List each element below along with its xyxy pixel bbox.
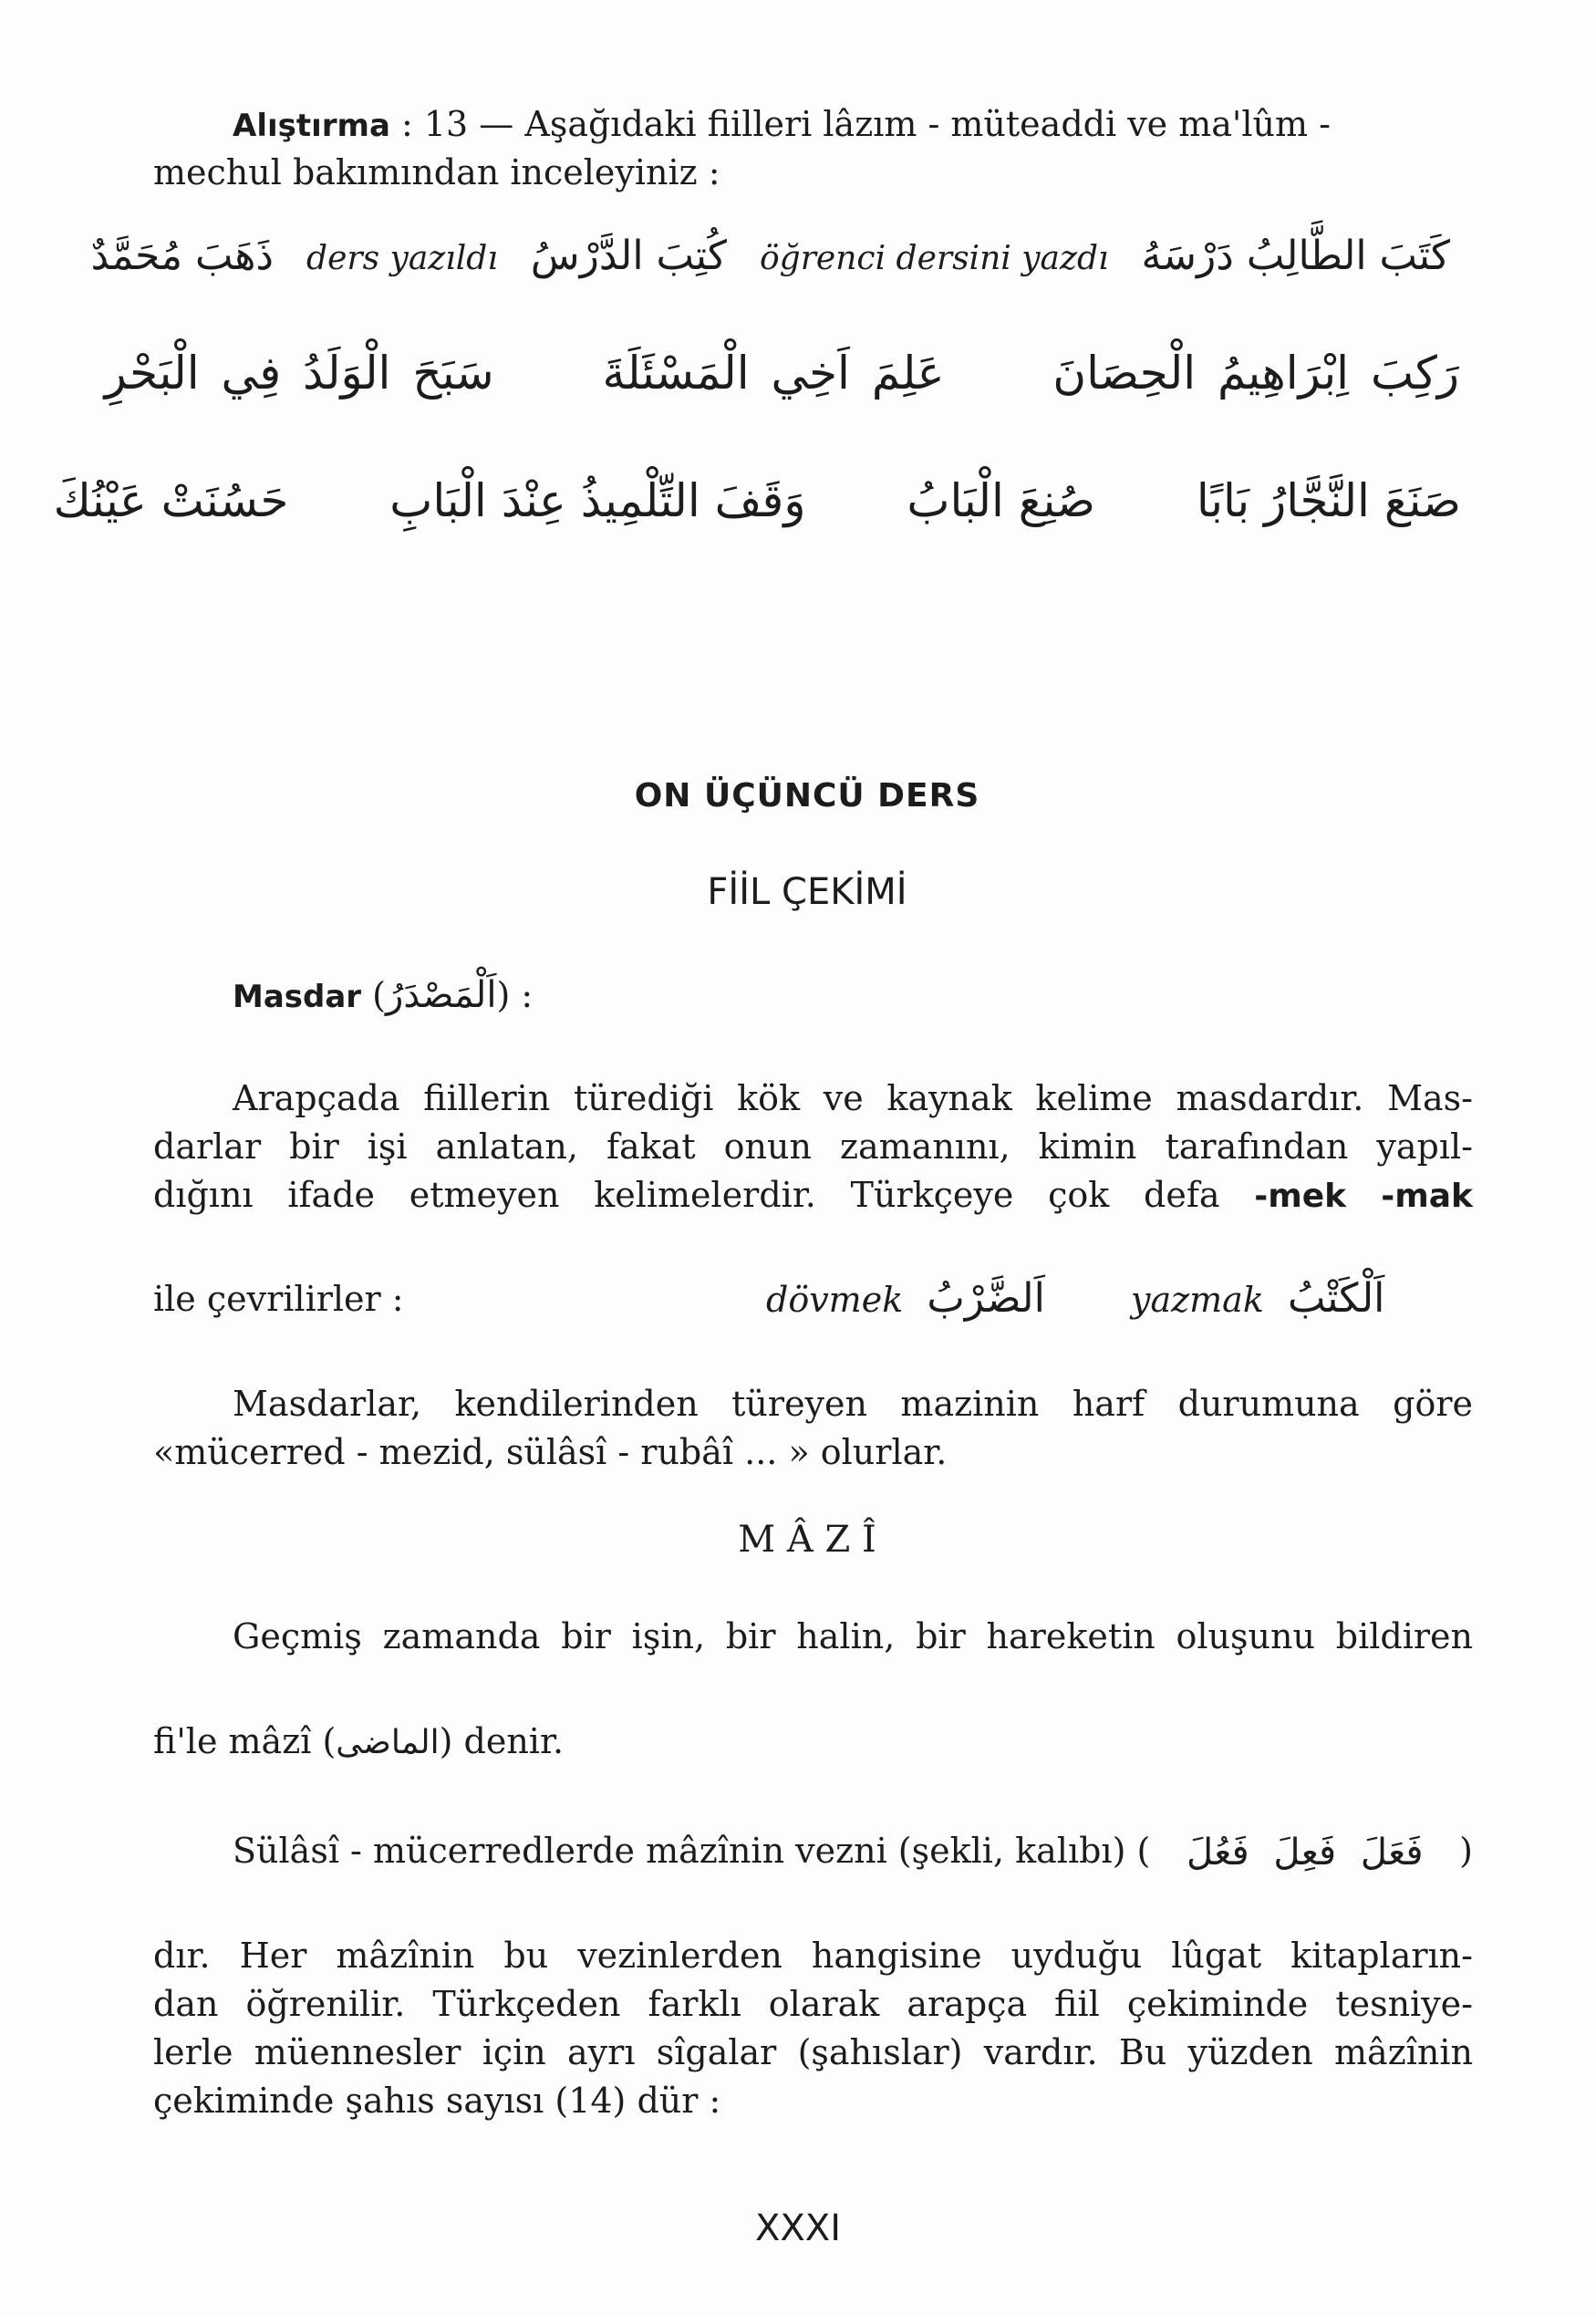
example-sentence-ar: عَلِمَ اَخِي الْمَسْئَلَةَ	[602, 347, 945, 400]
paragraph-line: Arapçada fiillerin türediği kök ve kaynak kelime masdardır. Mas-	[233, 1078, 1473, 1118]
paragraph-text: )	[1459, 1831, 1473, 1871]
paragraph-line	[153, 1173, 1473, 1219]
example-sentence-ar: وَقَفَ التِّلْمِيذُ عِنْدَ الْبَابِ	[389, 474, 806, 527]
paragraph-line: çekiminde şahıs sayısı (14) dür :	[153, 2081, 721, 2121]
masdar-colon: :	[510, 975, 534, 1015]
page-number: XXXI	[754, 2207, 841, 2249]
example-word-tr: yazmak	[1131, 1280, 1264, 1320]
example-row-3	[54, 474, 1461, 527]
paragraph-line: darlar bir işi anlatan, fakat onun zamanını, kimin tarafından yapıl-	[153, 1126, 1473, 1167]
example-sentence-ar: ذَهَبَ مُحَمَّدٌ	[90, 233, 275, 279]
example-sentence-ar: رَكِبَ اِبْرَاهِيمُ الْحِصَانَ	[1052, 347, 1459, 400]
paragraph-line: «mücerred - mezid, sülâsî - rubâî ... » olurlar.	[153, 1432, 948, 1472]
example-sentence-ar: حَسُنَتْ عَيْنُكَ	[53, 474, 289, 527]
mazi-arabic: الماضى	[336, 1724, 440, 1761]
paragraph-text: dığını ifade etmeyen kelimelerdir. Türkçeye çok defa	[153, 1175, 1255, 1215]
exercise-label: Alıştırma	[233, 108, 390, 144]
example-sentence-ar: كَتَبَ الطَّالِبُ دَرْسَهُ	[1141, 233, 1450, 279]
suffix-bold: -mek -mak	[1254, 1178, 1473, 1215]
example-row-1	[91, 233, 1450, 279]
example-row-2	[0, 347, 1459, 400]
paragraph-text: ) denir.	[439, 1721, 565, 1761]
masdar-label: Masdar	[233, 979, 362, 1015]
paragraph-line	[153, 1719, 564, 1765]
cevrilir-label: ile çevrilirler :	[153, 1279, 404, 1319]
paragraph-line: Masdarlar, kendilerinden türeyen mazinin harf durumuna göre	[233, 1384, 1473, 1424]
lesson-title: ON ÜÇÜNCÜ DERS	[634, 777, 980, 815]
exercise-line-2: mechul bakımından inceleyiniz :	[153, 152, 720, 192]
mazi-title: M Â Z Î	[738, 1519, 876, 1561]
section-title: FİİL ÇEKİMİ	[707, 871, 907, 913]
example-translation: öğrenci dersini yazdı	[759, 240, 1109, 277]
paragraph-line: dır. Her mâzînin bu vezinlerden hangisine uyduğu lûgat kitapların-	[153, 1936, 1473, 1976]
example-word	[766, 1272, 1045, 1324]
paragraph-line: dan öğrenilir. Türkçeden farklı olarak arapça fiil çekiminde tesniye-	[153, 1984, 1473, 2024]
example-sentence-ar: صَنَعَ النَّجَّارُ بَابًا	[1196, 474, 1461, 527]
example-translation: ders yazıldı	[306, 240, 498, 277]
masdar-heading: Masdar (اَلْمَصْدَرُ) :	[233, 974, 534, 1016]
exercise-instruction: : 13 — Aşağıdaki fiilleri lâzım - müteaddi ve ma'lûm -	[389, 104, 1331, 144]
example-word-ar: اَلْكَتْبُ	[1287, 1275, 1385, 1322]
example-word-ar: اَلضَّرْبُ	[927, 1275, 1045, 1322]
vezin-arabic: فَعَلَ فَعِلَ فَعُلَ	[1186, 1832, 1424, 1874]
paragraph-line: Geçmiş zamanda bir işin, bir halin, bir hareketin oluşunu bildiren	[233, 1616, 1473, 1656]
paragraph-line: lerle müennesler için ayrı sîgalar (şahıslar) vardır. Bu yüzden mâzînin	[153, 2032, 1473, 2072]
paragraph-text: Sülâsî - mücerredlerde mâzînin vezni (şekli, kalıbı) (	[233, 1831, 1151, 1871]
example-word-tr: dövmek	[766, 1280, 904, 1320]
example-word	[1131, 1272, 1384, 1324]
example-sentence-ar: كُتِبَ الدَّرْسُ	[530, 233, 727, 279]
exercise-line-1	[233, 102, 1331, 147]
masdar-arabic: اَلْمَصْدَرُ	[386, 974, 497, 1016]
example-sentence-ar: صُنِعَ الْبَابُ	[907, 474, 1095, 527]
vezin-line	[233, 1829, 1473, 1876]
paragraph-text: fi'le mâzî (	[153, 1721, 337, 1761]
example-sentence-ar: سَبَحَ الْوَلَدُ فِي الْبَحْرِ	[104, 347, 494, 400]
